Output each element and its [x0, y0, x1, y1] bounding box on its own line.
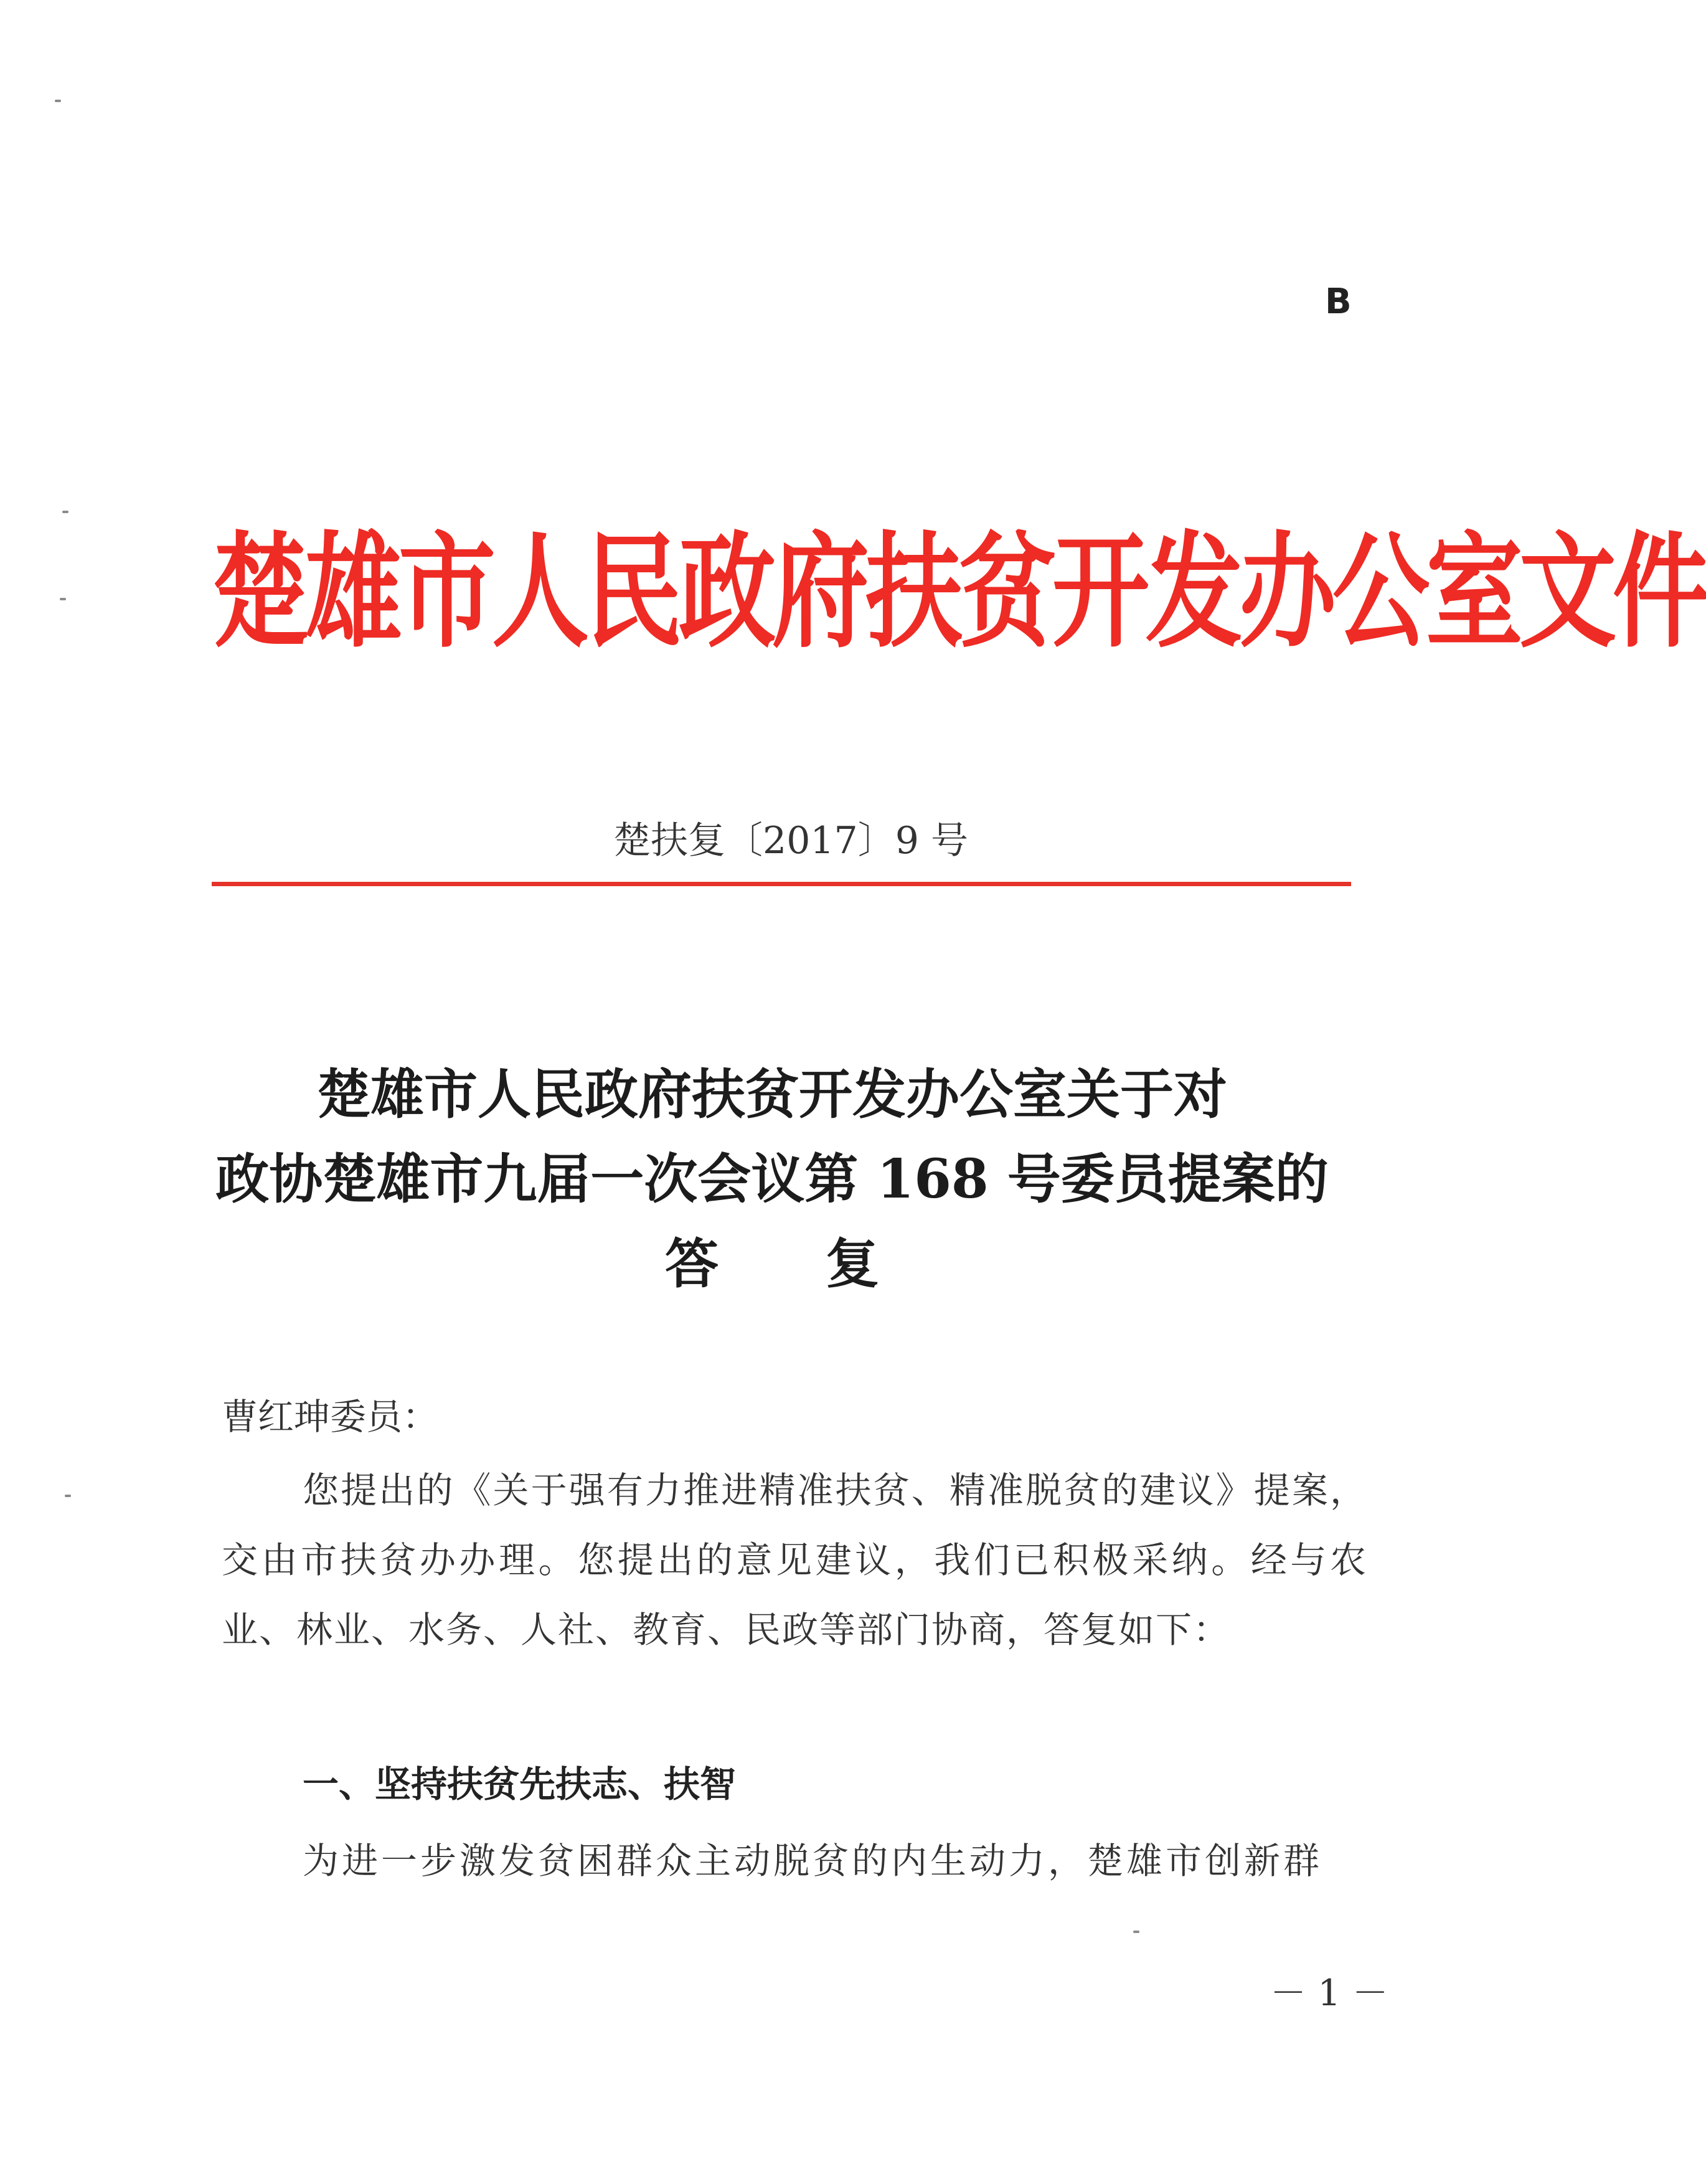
- section-heading-1: 一、坚持扶贫先扶志、扶智: [303, 1763, 737, 1805]
- document-number: 楚扶复〔2017〕9 号: [613, 819, 968, 863]
- scan-speck: [62, 511, 68, 513]
- classification-mark: B: [1325, 281, 1352, 322]
- scan-speck: [60, 598, 66, 600]
- header-red-rule: [212, 882, 1351, 886]
- page-number: － 1 －: [1270, 1972, 1388, 2014]
- subject-title-line-2: 政协楚雄市九届一次会议第 168 号委员提案的: [215, 1148, 1329, 1211]
- body-paragraph-2: 为进一步激发贫困群众主动脱贫的内生动力，楚雄市创新群: [303, 1840, 1323, 1882]
- scan-speck: [65, 1495, 71, 1497]
- issuing-organization-title: 楚雄市人民政府扶贫开发办公室文件: [212, 519, 1706, 665]
- subject-title-line-3: 答 复: [665, 1232, 879, 1295]
- subject-title-line-1: 楚雄市人民政府扶贫开发办公室关于对: [317, 1063, 1227, 1126]
- body-paragraph-1: 您提出的《关于强有力推进精准扶贫、精准脱贫的建议》提案，交由市扶贫办办理。您提出的意见建议，我们已积极采纳。经与农业、林业、水务、人社、教育、民政等部门协商，答复如下：: [222, 1469, 1367, 1651]
- salutation: 曹红珅委员：: [222, 1396, 439, 1438]
- subject-title: [187, 1052, 1357, 1307]
- scan-speck: [1133, 1931, 1139, 1933]
- scan-speck: [55, 100, 61, 102]
